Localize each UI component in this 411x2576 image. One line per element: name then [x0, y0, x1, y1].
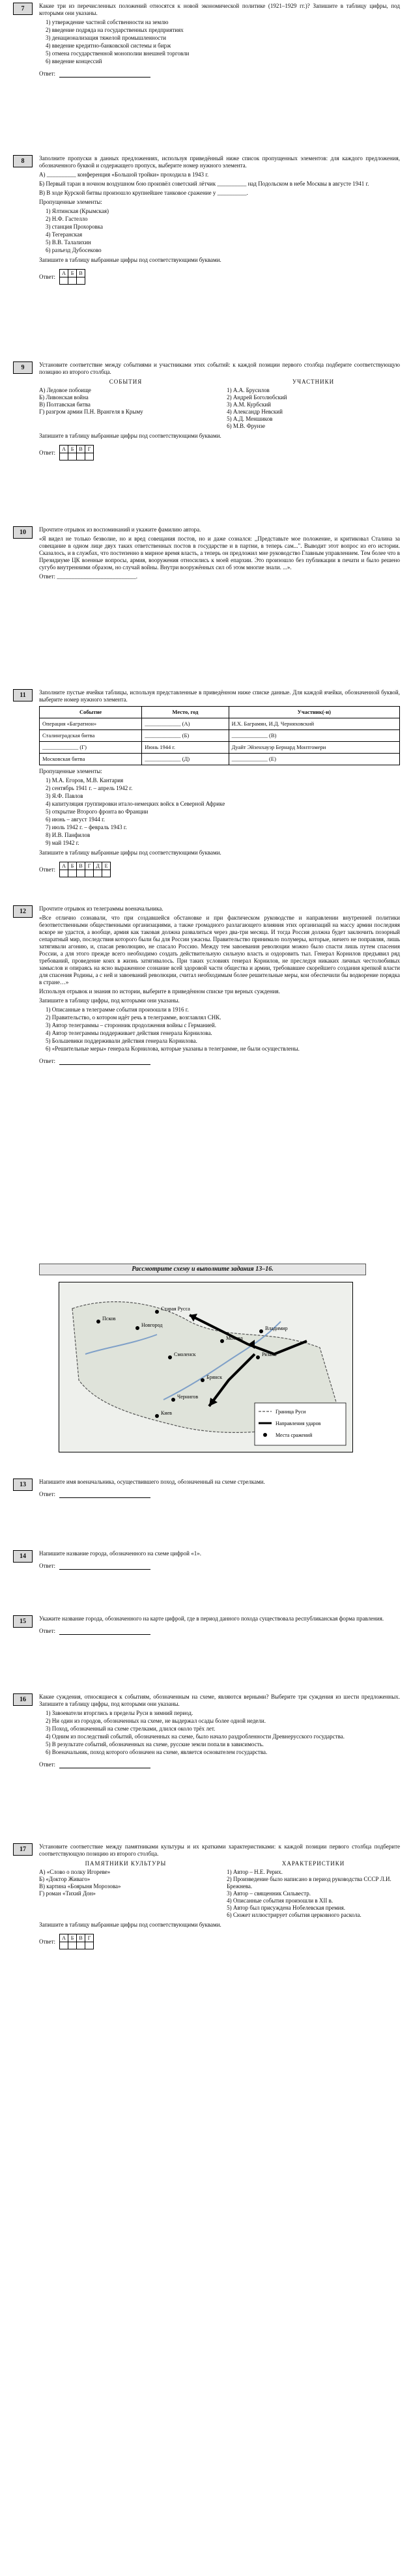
list-item: 6) М.В. Фрунзе	[227, 423, 265, 429]
answer-label: Ответ:	[39, 449, 56, 456]
city-marker	[201, 1378, 205, 1382]
task-footer: Запишите в таблицу выбранные цифры под соответствующими буквами.	[39, 432, 221, 439]
city-marker	[256, 1355, 260, 1359]
city-marker	[168, 1355, 172, 1359]
task-text: Установите соответствие между событиями и участниками этих событий: к каждой позиции первого столбца подберите соответствующую позицию из второго столбца.	[39, 361, 400, 375]
task-text: Прочтите отрывок из телеграммы военачальника.	[39, 905, 163, 912]
task-7	[13, 3, 400, 78]
list-item: 5) отмена государственной монополии внешней торговли	[46, 50, 190, 57]
answer-field[interactable]	[59, 1058, 150, 1065]
city-label: Рязань	[262, 1352, 277, 1357]
legend-label: Места сражений	[276, 1432, 313, 1438]
answer-table: А Б В	[59, 269, 85, 285]
answer-label: Ответ:	[39, 1761, 56, 1768]
answer-table: А Б В Г	[59, 445, 94, 460]
section-banner: Рассмотрите схему и выполните задания 13–16.	[39, 1264, 366, 1275]
list-item: 1) Ялтинская (Крымская)	[46, 208, 109, 214]
list-item: А) «Слово о полку Игореве»	[39, 1869, 111, 1875]
list-item: 2) Произведение было написано в период руководства СССР Л.И. Брежнева.	[227, 1876, 391, 1890]
answer-cell[interactable]	[77, 453, 85, 460]
list-item: 2) Андрей Боголюбский	[227, 394, 287, 401]
answer-label: Ответ:	[39, 1938, 56, 1945]
task-number: 9	[13, 361, 33, 374]
list-item: А) Ледовое побоище	[39, 387, 91, 393]
answer-field[interactable]	[59, 1761, 150, 1768]
city-marker	[155, 1414, 159, 1418]
list-item: Б) «Доктор Живаго»	[39, 1876, 91, 1882]
column-title: УЧАСТНИКИ	[292, 378, 335, 385]
task-text: Укажите название города, обозначенного на карте цифрой, где в период данного похода существовала республиканская форма правления.	[39, 1615, 384, 1622]
list-item: 1) утверждение частной собственности на землю	[46, 19, 169, 25]
table-header: Место, год	[142, 707, 229, 718]
city-marker	[259, 1329, 263, 1333]
answer-field[interactable]	[59, 1628, 150, 1635]
task-number: 11	[13, 689, 33, 701]
city-label: Москва	[226, 1335, 243, 1341]
list-item: 2) введение подряда на государственных предприятиях	[46, 27, 184, 33]
task-17	[13, 1843, 400, 1949]
list-item: 8) И.В. Панфилов	[46, 832, 91, 838]
list-item: 5) Большевики поддерживали действия генерала Корнилова.	[46, 1038, 197, 1044]
list-item: Г) разгром армии П.Н. Врангеля в Крыму	[39, 408, 143, 415]
answer-line[interactable]: Ответ: ___________________________.	[39, 573, 138, 580]
task-number: 16	[13, 1693, 33, 1706]
list-item: 3) денационализация тяжелой промышленности	[46, 35, 167, 41]
answer-table: А Б В Г Д Е	[59, 862, 111, 877]
task-footer: Запишите в таблицу выбранные цифры под соответствующими буквами.	[39, 257, 221, 263]
task-number: 12	[13, 905, 33, 918]
city-label: Псков	[102, 1316, 116, 1322]
list-item: 4) Одним из последствий событий, обозначенных на схеме, было начало раздробленности Древнерусского государства.	[46, 1733, 345, 1740]
list-item: 3) Автор – священник Сильвестр.	[227, 1890, 311, 1897]
city-marker	[220, 1339, 224, 1343]
answer-cell[interactable]	[102, 870, 111, 877]
sentence-a: А) __________ конференция «Большой тройки» проходила в 1943 г.	[39, 171, 209, 178]
answer-cell[interactable]	[68, 453, 77, 460]
task-text: Заполните пустые ячейки таблицы, используя представленные в приведённом ниже списке данные. Для каждой ячейки, обозначенной буквой, выберите номер нужного элемента.	[39, 689, 400, 703]
city-marker	[135, 1326, 139, 1330]
answer-cell[interactable]	[60, 453, 68, 460]
list-item: 4) Описанные события произошли в XII в.	[227, 1897, 333, 1904]
answer-field[interactable]	[59, 1563, 150, 1570]
answer-cell[interactable]	[77, 1942, 85, 1949]
task-text: Напишите название города, обозначенного на схеме цифрой «1».	[39, 1550, 201, 1557]
answer-label: Ответ:	[39, 1628, 56, 1634]
list-item: 3) Поход, обозначенный на схеме стрелками, длился около трёх лет.	[46, 1725, 216, 1732]
list-item: 6) июнь – август 1944 г.	[46, 816, 105, 823]
task-question: Запишите в таблицу цифры, под которыми они указаны.	[39, 997, 180, 1004]
task-number: 17	[13, 1843, 33, 1856]
task-number: 8	[13, 155, 33, 167]
answer-cell[interactable]	[60, 1942, 68, 1949]
source-passage: «Все отлично сознавали, что при создавшейся обстановке и при фактическом руководстве и направлении внутренней политики безответственными общественными организациями, а также громадного разлагающего влияния этих организаций на массу армии последняя вскоре не удастся, а вообще, армия как таковая должна развалиться через два-три месяца. И тогда Россия должна будет заключить позорный сепаратный мир, последствия которого были бы для России ужасны. Правительство принимало полумеры, которые, ничего не поправляя, лишь затягивали агонию, и, спасая революцию, не спасало Россию. Между тем завоевания революции можно было спасти лишь путем спасения России, а для этого прежде всего необходимо создать действительную сильную власть и оздоровить тыл. Генерал Корнилов предъявил ряд требований, проведение коих в жизнь затягивалось. При таких условиях генерал Корнилов, не преследуя никаких личных честолюбивых замыслов и опираясь на ясно выраженное сознание всей здоровой части общества и армии, требовавшее скорейшего создания крепкой власти для спасения Родины, а с ней и завоеваний революции, считал необходимым более решительные меры, кои обеспечили бы водворение порядка в стране…»	[39, 914, 400, 985]
list-item: 6) «Решительные меры» генерала Корнилова, которые указаны в телеграмме, не были осуществлены.	[46, 1045, 300, 1052]
legend-label: Направления ударов	[276, 1421, 321, 1426]
list-item: 6) Военачальник, поход которого обозначен на схеме, является основателем государства.	[46, 1749, 268, 1755]
city-marker	[96, 1320, 100, 1323]
list-item: В) картина «Боярыня Морозова»	[39, 1883, 121, 1890]
task-16	[13, 1693, 400, 1768]
task-number: 15	[13, 1615, 33, 1628]
list-item: 2) Правительство, о котором идёт речь в телеграмме, возглавлял СНК.	[46, 1014, 221, 1021]
list-item: В) Полтавская битва	[39, 401, 91, 408]
answer-cell[interactable]	[77, 870, 85, 877]
answer-label: Ответ:	[39, 1563, 56, 1569]
table-row: Операция «Багратион» _____________ (А) И.Х. Баграмян, И.Д. Черняховский	[40, 718, 400, 730]
list-item: 4) Александр Невский	[227, 408, 283, 415]
list-title: Пропущенные элементы:	[39, 199, 102, 205]
list-item: 1) А.А. Брусилов	[227, 387, 270, 393]
list-item: 1) М.А. Егоров, М.В. Кантария	[46, 777, 124, 784]
city-label: Старая Русса	[161, 1306, 190, 1312]
answer-cell[interactable]	[94, 870, 102, 877]
column-title: ХАРАКТЕРИСТИКИ	[281, 1860, 345, 1867]
task-8	[13, 155, 400, 285]
answer-cell[interactable]	[68, 277, 77, 285]
answer-label: Ответ:	[39, 866, 56, 873]
city-label: Чернигов	[177, 1394, 199, 1400]
list-item: 1) Описанные в телеграмме события произошли в 1916 г.	[46, 1006, 189, 1013]
answer-table: А Б В Г	[59, 1934, 94, 1949]
task-15	[13, 1615, 400, 1635]
column-title: ПАМЯТНИКИ КУЛЬТУРЫ	[85, 1860, 167, 1867]
answer-field[interactable]	[59, 70, 150, 78]
task-10	[13, 526, 400, 582]
list-item: 1) Завоеватели вторглись в пределы Руси в зимний период.	[46, 1710, 193, 1716]
task-9	[13, 361, 400, 460]
task-13	[13, 1479, 400, 1498]
answer-label: Ответ:	[39, 1058, 56, 1064]
answer-field[interactable]	[59, 1491, 150, 1498]
city-marker	[155, 1310, 159, 1314]
list-item: 6) Сюжет иллюстрирует события церковного раскола.	[227, 1912, 361, 1918]
city-marker	[171, 1398, 175, 1402]
list-item: 3) станция Прохоровка	[46, 223, 104, 230]
source-passage: «Я видел не только безволие, но и вред совещания постов, но и даже сознался: ,,Представьте мое положение, и критиковал Сталина за совещание в одном лице двух таких ответственных постов в государстве и в партии, в теперь сам...". Выводит этот вопрос из его истории. Сказалось, и в службах, что постепенно в мирное время власть, а теперь он предложил мне руководство Главным управлением. Тем более что в Президиуме ЦК военные вопросы, армия, вооружения относились к моей епархии. Это произошло без публикации в печати и было решено сугубо внутренними образом, но случай войны. Внутри вооружённых сил об этом многие знали. ...».	[39, 535, 400, 571]
answer-cell[interactable]	[68, 870, 77, 877]
table-header: Событие	[40, 707, 142, 718]
answer-cell[interactable]	[85, 453, 94, 460]
task-footer: Запишите в таблицу выбранные цифры под соответствующими буквами.	[39, 849, 221, 856]
city-label: Владимир	[265, 1325, 288, 1331]
list-item: 4) Автор телеграммы поддерживает действия генерала Корнилова.	[46, 1030, 212, 1036]
task-number: 13	[13, 1479, 33, 1491]
task-text: Напишите имя военачальника, осуществившего поход, обозначенный на схеме стрелками.	[39, 1479, 265, 1485]
list-item: 3) Я.Ф. Павлов	[46, 793, 83, 799]
answer-cell[interactable]	[68, 1942, 77, 1949]
answer-cell[interactable]	[60, 277, 68, 285]
list-item: 6) введение концессий	[46, 58, 102, 64]
list-item: 5) В результате событий, обозначенных на схеме, русские земли попали в зависимость.	[46, 1741, 264, 1748]
list-item: 2) Ни один из городов, обозначенных на схеме, не выдержал осады более одной недели.	[46, 1718, 266, 1724]
answer-label: Ответ:	[39, 1491, 56, 1497]
historical-map	[59, 1282, 353, 1452]
answer-cell[interactable]	[60, 870, 68, 877]
answer-cell[interactable]	[85, 1942, 94, 1949]
legend-label: Граница Руси	[276, 1409, 306, 1415]
list-item: 5) открытие Второго фронта во Франции	[46, 808, 149, 815]
events-table	[39, 706, 400, 765]
task-11	[13, 689, 400, 877]
sentence-c: В) В ходе Курской битвы произошло крупнейшее танковое сражение у __________.	[39, 190, 248, 196]
task-12	[13, 905, 400, 1065]
task-number: 14	[13, 1550, 33, 1563]
legend-battle-sample	[263, 1433, 267, 1437]
column-title: СОБЫТИЯ	[109, 378, 143, 385]
table-header: Участник(-и)	[229, 707, 399, 718]
task-text: Заполните пропуски в данных предложениях, используя приведённый ниже список пропущенных элементов: для каждого предложения, обозначенного буквой и содержащего пропуск, выберите номер нужного элемента.	[39, 155, 400, 169]
table-row: Сталинградская битва _____________ (Б) _____________ (В)	[40, 730, 400, 742]
list-item: 3) Автор телеграммы – сторонник продолжения войны с Германией.	[46, 1022, 216, 1028]
list-item: 6) разъезд Дубосеково	[46, 247, 102, 253]
task-14	[13, 1550, 400, 1570]
list-item: 4) капитуляция группировки итало-немецких войск в Северной Африке	[46, 800, 225, 807]
list-item: 4) введение кредитно-банковской системы и бирж	[46, 42, 171, 49]
list-title: Пропущенные элементы:	[39, 768, 102, 774]
list-item: 1) Автор – Н.Е. Рерих.	[227, 1869, 283, 1875]
list-item: 5) В.В. Талалихин	[46, 239, 91, 246]
city-label: Новгород	[141, 1322, 163, 1328]
list-item: 9) май 1942 г.	[46, 840, 79, 846]
list-item: 4) Тегеранская	[46, 231, 83, 238]
list-item: 3) А.М. Курбский	[227, 401, 271, 408]
answer-label: Ответ:	[39, 273, 56, 280]
list-item: 2) Н.Ф. Гастелло	[46, 216, 88, 222]
task-text: Какие суждения, относящиеся к событиям, обозначенным на схеме, являются верными? Выберите три суждения из шести предложенных. Запишите в таблицу цифры, под которыми они указаны.	[39, 1693, 400, 1707]
task-footer: Запишите в таблицу выбранные цифры под соответствующими буквами.	[39, 1921, 221, 1928]
task-text: Какие три из перечисленных положений относятся к новой экономической политике (1921–1929 гг.)? Запишите в таблицу цифры, под которыми они указаны.	[39, 3, 400, 16]
task-text: Прочтите отрывок из воспоминаний и укажите фамилию автора.	[39, 526, 201, 533]
answer-label: Ответ:	[39, 70, 56, 77]
city-label: Киев	[161, 1410, 172, 1416]
answer-cell[interactable]	[77, 277, 85, 285]
list-item: 5) Автор был присуждена Нобелевская премия.	[227, 1904, 346, 1911]
answer-cell[interactable]	[85, 870, 94, 877]
list-item: 5) А.Д. Меншиков	[227, 416, 273, 422]
table-row: _____________ (Г) Июнь 1944 г. Дуайт Эйзенхауэр Бернард Монтгомери	[40, 742, 400, 754]
task-text: Установите соответствие между памятниками культуры и их краткими характеристиками: к каждой позиции первого столбца подберите соответствующую позицию из второго столбца.	[39, 1843, 400, 1857]
task-question: Используя отрывок и знания по истории, выберите в приведённом списке три верных суждения.	[39, 988, 280, 995]
list-item: Г) роман «Тихий Дон»	[39, 1890, 96, 1897]
task-number: 7	[13, 3, 33, 15]
list-item: Б) Ливонская война	[39, 394, 89, 401]
city-label: Брянск	[206, 1374, 222, 1380]
table-row: Московская битва _____________ (Д) _____________ (Е)	[40, 754, 400, 765]
city-label: Смоленск	[174, 1352, 196, 1357]
list-item: 7) июль 1942 г. – февраль 1943 г.	[46, 824, 127, 830]
list-item: 2) сентябрь 1941 г. – апрель 1942 г.	[46, 785, 133, 791]
map-drawing	[59, 1282, 352, 1452]
task-number: 10	[13, 526, 33, 539]
sentence-b: Б) Первый таран в ночном воздушном бою произвёл советский лётчик __________ над Подольском в небе Москвы в августе 1941 г.	[39, 180, 369, 187]
